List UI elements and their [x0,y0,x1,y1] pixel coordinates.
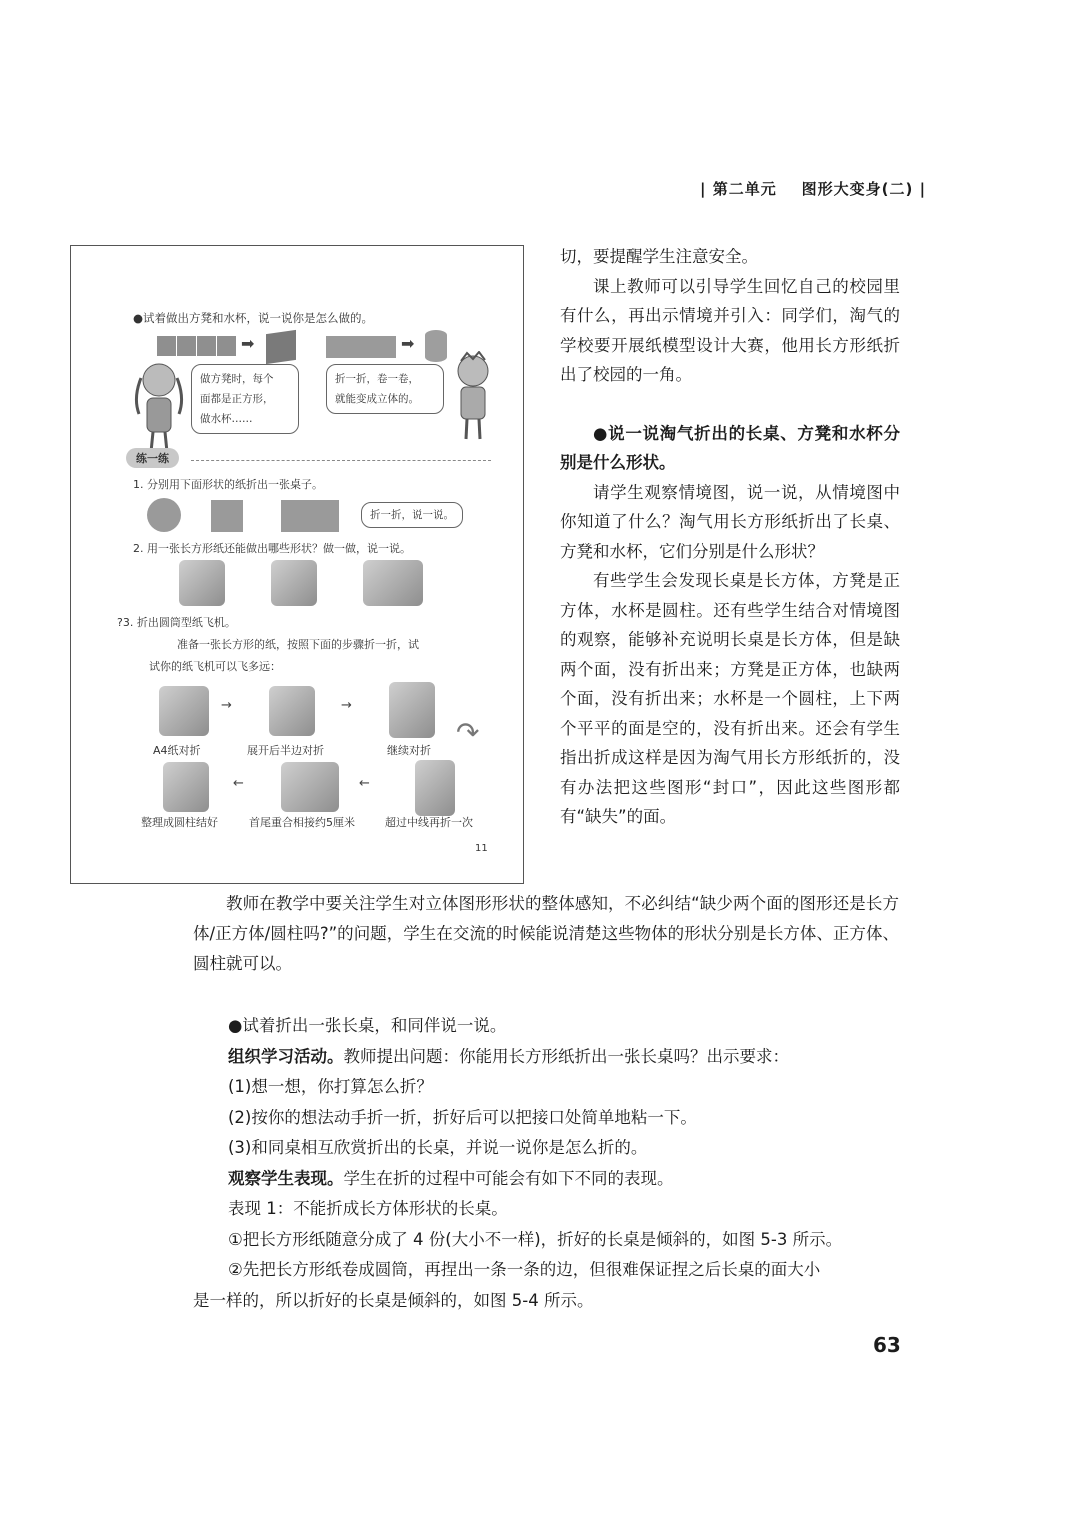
arrow-right-icon: ➡ [401,334,415,353]
step-photo-3 [389,682,435,738]
step-photo-4 [415,760,455,816]
observe-performance: 观察学生表现。学生在折的过程中可能会有如下不同的表现。 [228,1168,674,1188]
step-label-4: 超过中线再折一次 [385,816,473,829]
textbook-page-number: 11 [475,843,488,854]
step-photo-5 [281,762,339,812]
practice-label: 练一练 [126,448,179,468]
step-label-3: 继续对折 [387,744,431,757]
paragraph-5: 教师在教学中要关注学生对立体图形形状的整体感知，不必纠结“缺少两个面的图形还是长方体/正方体/圆柱吗?”的问题，学生在交流的时候能说清楚这些物体的形状分别是长方体、正方体、圆柱就可以。 [193,894,899,973]
question-3: ?3. 折出圆筒型纸飞机。 [117,616,236,629]
paragraph-4: 有些学生会发现长桌是长方体，方凳是正方体，水杯是圆柱。还有些学生结合对情境图的观察，能够补充说明长桌是长方体，但是缺两个面，没有折出来；方凳是正方体，也缺两个面，没有折出来；水杯是一个圆柱，上下两个平平的面是空的，没有折出来。还会有学生指出折成这样是因为淘气用长方形纸折的，没有办法把这些图形“封口”，因此这些图形都有“缺失”的面。 [560,571,900,826]
step-label-2: 展开后半边对折 [247,744,324,757]
girl-character-icon [129,358,189,454]
hint-bubble: 折一折，说一说。 [361,502,463,528]
arrow-right-icon: ➡ [241,334,255,353]
question-2: 2. 用一张长方形纸还能做出哪些形状？做一做，说一说。 [133,542,411,555]
cylinder-icon [425,330,447,362]
step-label-5: 首尾重合相接约5厘米 [249,816,355,829]
arrow-right-icon: → [221,698,232,713]
requirement-2: (2)按你的想法动手折一折，折好后可以把接口处简单地粘一下。 [228,1107,697,1127]
section-2 [193,1011,900,1316]
dashed-divider [191,460,491,461]
square-paper-shape [211,500,243,532]
cube-icon [266,330,296,364]
paragraph-2: 课上教师可以引导学生回忆自己的校园里有什么，再出示情境并引入：同学们，淘气的学校要开展纸模型设计大赛，他用长方形纸折出了校园的一角。 [560,276,900,384]
bullet-icon: ● [133,311,144,325]
requirement-3: (3)和同桌相互欣赏折出的长桌，并说一说你是怎么折的。 [228,1138,648,1157]
arrow-left-icon: ← [233,776,244,791]
folding-photo-1 [179,560,225,606]
textbook-instruction: ●试着做出方凳和水杯，说一说你是怎么做的。 [133,311,374,325]
requirement-1: (1)想一想，你打算怎么折？ [228,1077,433,1096]
paragraph-3: 请学生观察情境图，说一说，从情境图中你知道了什么？淘气用长方形纸折出了长桌、方凳和水杯，它们分别是什么形状？ [560,482,900,561]
arrow-left-icon: ← [359,776,370,791]
folding-photo-3 [363,560,423,606]
rectangle-paper-shape [281,500,339,532]
header-bar-left: | [700,180,707,198]
speech-bubble-left: 做方凳时，每个 面都是正方形， 做水杯…… [191,364,299,434]
arrow-right-icon: → [341,698,352,713]
folding-photo-2 [271,560,317,606]
step-label-1: A4纸对折 [153,744,201,757]
curved-arrow-icon: ↷ [456,716,480,749]
header-bar-right: | [919,180,927,198]
question-3-line2: 试你的纸飞机可以飞多远： [149,660,281,673]
paragraph-1: 切，要提醒学生注意安全。 [560,247,758,266]
section-heading-2: ●试着折出一张长桌，和同伴说一说。 [228,1016,507,1035]
step-photo-6 [163,762,209,812]
question-mark-icon: ? [117,616,123,629]
running-header [700,178,926,199]
item-2-line1: ②先把长方形纸卷成圆筒，再捏出一条一条的边，但很难保证捏之后长桌的面大小 [228,1260,821,1279]
page-number: 63 [873,1333,901,1357]
step-label-6: 整理成圆柱结好 [141,816,218,829]
section-heading-1: ●说一说淘气折出的长桌、方凳和水杯分别是什么形状。 [560,423,900,472]
step-photo-1 [159,686,209,736]
right-column-text [560,242,900,832]
item-1: ①把长方形纸随意分成了 4 份(大小不一样)，折好的长桌是倾斜的，如图 5-3 所示。 [228,1229,843,1249]
item-2-line2: 是一样的，所以折好的长桌是倾斜的，如图 5-4 所示。 [193,1290,594,1310]
textbook-page-image [70,245,524,884]
circle-paper-shape [147,498,181,532]
boy-character-icon [449,351,497,441]
question-3-line1: 准备一张长方形的纸，按照下面的步骤折一折，试 [177,638,419,651]
step-photo-2 [269,686,315,736]
full-width-text [193,889,899,979]
question-1: 1. 分别用下面形状的纸折出一张桌子。 [133,478,323,491]
rectangle-paper-shape [326,336,396,358]
organize-activity: 组织学习活动。教师提出问题：你能用长方形纸折出一张长桌吗？出示要求： [228,1046,789,1066]
performance-1: 表现 1：不能折成长方体形状的长桌。 [228,1199,508,1218]
header-title: 图形大变身(二) [801,180,914,198]
header-unit: 第二单元 [712,180,777,198]
speech-bubble-right: 折一折，卷一卷， 就能变成立体的。 [326,364,444,414]
square-strip-shape [157,336,237,356]
